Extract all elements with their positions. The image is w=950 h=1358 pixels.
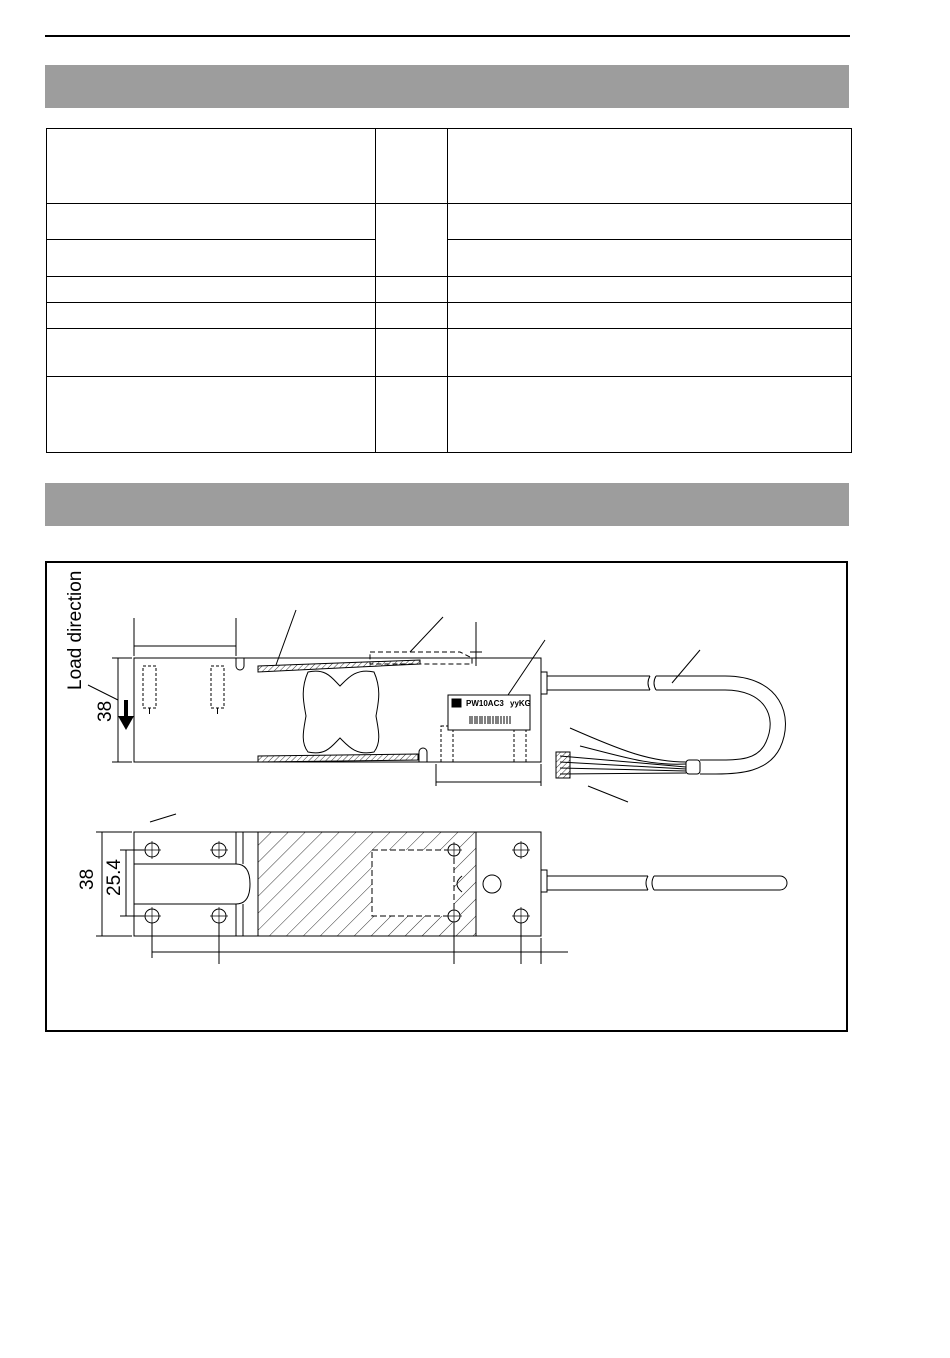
nameplate-capacity: yyKG — [510, 699, 531, 708]
load-direction-label: Load direction — [65, 570, 86, 690]
logo-mark — [452, 699, 461, 707]
cable-break — [648, 676, 656, 690]
side-height-dimension: 38 — [95, 700, 116, 722]
threaded-hole-left-1 — [143, 666, 156, 708]
nameplate-model: PW10AC3 — [466, 699, 504, 708]
cable — [547, 876, 648, 890]
top-notch — [236, 658, 244, 670]
top-width-dimension: 38 — [77, 868, 98, 890]
bottom-notch — [419, 748, 427, 762]
cable — [547, 676, 650, 690]
load-direction-arrow-icon — [118, 700, 134, 730]
cable-end — [654, 876, 787, 890]
wire-ends — [556, 752, 570, 778]
beam-cutout — [303, 671, 379, 753]
threaded-hole-right-1 — [441, 726, 453, 762]
threaded-hole-left-2 — [211, 666, 224, 708]
leader-line — [150, 814, 176, 822]
side-view — [88, 610, 785, 802]
cable-loop-inner — [656, 690, 770, 760]
cover-plate-outline — [372, 850, 454, 916]
hole-spacing-dimension: 25.4 — [104, 859, 125, 896]
cable-gland — [541, 672, 547, 694]
leader-line — [88, 685, 118, 700]
cable-sleeve — [686, 760, 700, 774]
leader-line — [588, 786, 628, 802]
mounting-slot — [134, 864, 250, 904]
lower-gauge-zone — [258, 754, 418, 762]
wire — [570, 728, 686, 762]
cable-entry-hole — [483, 875, 501, 893]
upper-gauge-zone — [258, 660, 420, 672]
cable-loop-outer — [656, 676, 785, 774]
leader-line — [276, 610, 296, 665]
threaded-hole-right-2 — [514, 726, 526, 762]
cable-break — [646, 876, 654, 890]
leader-line — [672, 650, 700, 683]
leader-line — [410, 617, 443, 652]
leader-line — [508, 640, 545, 695]
top-view — [96, 814, 787, 964]
wire — [560, 773, 686, 774]
cable-gland — [541, 870, 547, 892]
